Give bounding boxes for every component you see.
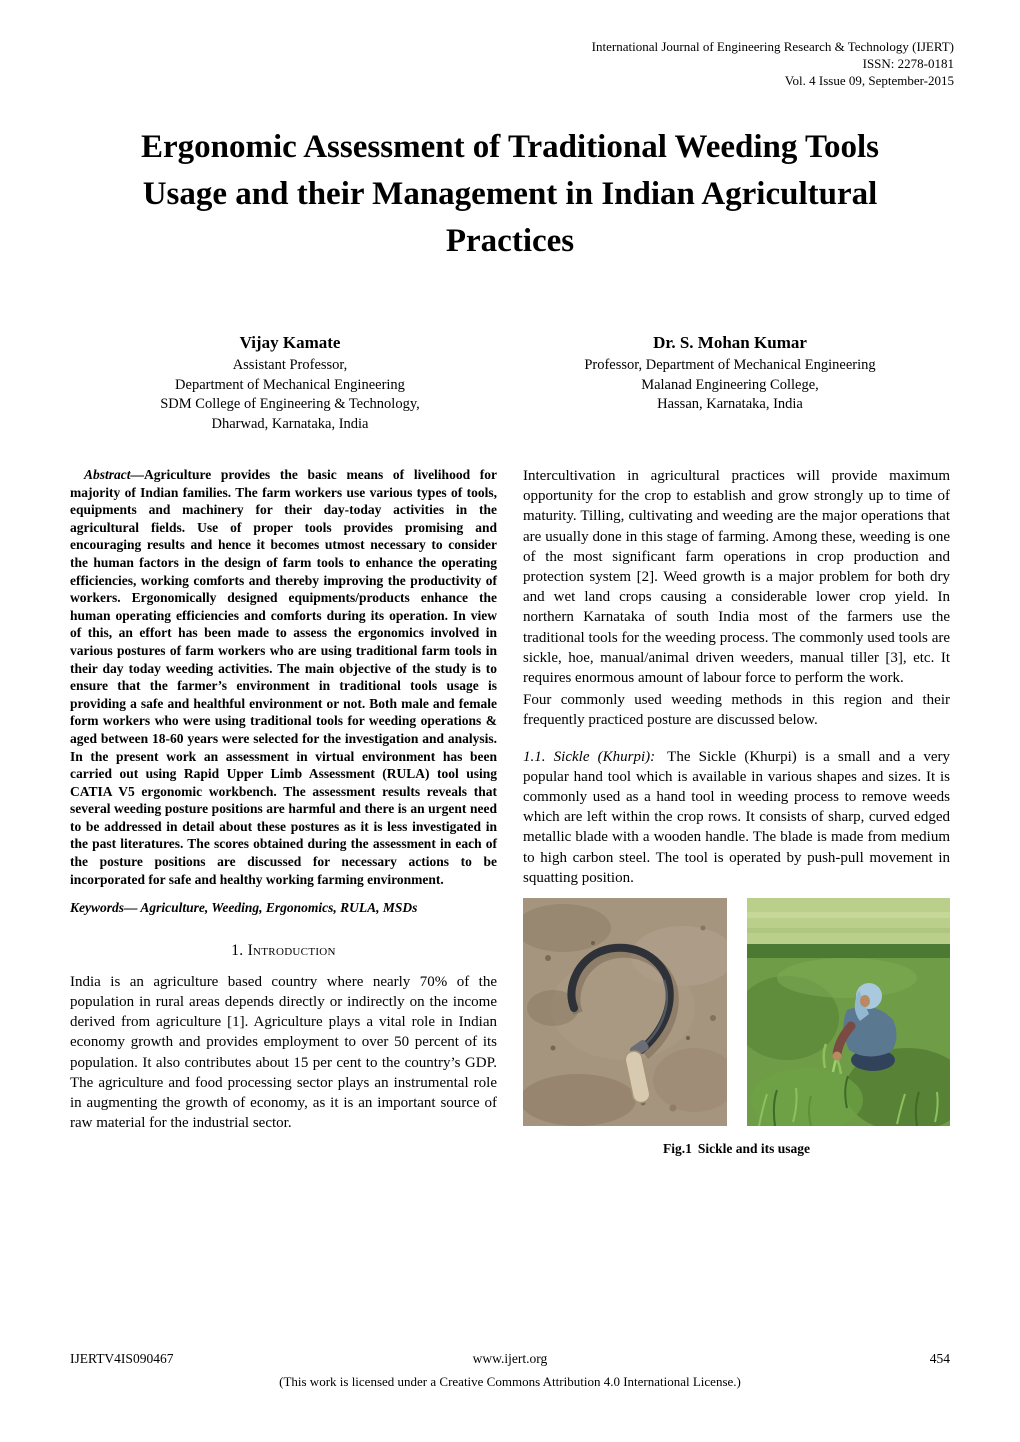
figure-1: [523, 898, 950, 1157]
subsection-heading-sickle: 1.1. Sickle (Khurpi):: [523, 748, 656, 765]
author-right: [510, 333, 950, 434]
abstract-text: Agriculture provides the basic means of livelihood for majority of Indian families. The farm workers use various types of tools, equipments and machinery for their day-today activities in the agricultural fields. Use of proper tools provides promising and encouraging results and hence it becomes utmost necessary to consider the human factors in the design of farm tools to enhance the operating efficiencies, working comforts and thereby improving the productivity of workers. Ergonomically designed equipments/products enhance the human operating efficiencies and comforts during its operation. In view of this, an effort has been made to assess the ergonomics involved in various postures of farm workers who are using traditional farm tools in their day today weeding activities. The main objective of the study is to ensure that the farmer’s environment in traditional tools usage is providing a safe and healthful environment or not. Both male and female form workers who were using traditional tools for weeding operations & aged between 18-60 years were selected for the investigation and analysis. In the present work an assessment in virtual environment has been carried out using Rapid Upper Limb Assessment (RULA) tool using CATIA V5 ergonomic workbench. The assessment results reveals that several weeding posture positions are harmful and there is an urgent need to be addressed in detail about these postures as it is less investigated in the past literatures. The scores obtained during the assessment in each of the posture positions are discussed for necessary actions to be incorporated for safe and healthy working farming environment.: [70, 467, 497, 887]
journal-header: [592, 38, 954, 89]
figure-1-images: [523, 898, 950, 1126]
weeding-person-photo: [747, 898, 950, 1126]
abstract-paragraph: [70, 466, 497, 888]
author-affiliation-line: Professor, Department of Mechanical Engineering: [584, 357, 876, 373]
author-affiliation-line: SDM College of Engineering & Technology,: [160, 396, 420, 412]
figure-1-caption: [523, 1141, 950, 1157]
sickle-subsection-paragraph: [523, 747, 950, 888]
manuscript-id: IJERTV4IS090467: [70, 1351, 174, 1366]
author-affiliation-line: Department of Mechanical Engineering: [175, 376, 405, 393]
journal-volume: Vol. 4 Issue 09, September-2015: [784, 73, 954, 88]
figure-caption-text: Sickle and its usage: [697, 1141, 811, 1157]
journal-issn: ISSN: 2278-0181: [862, 56, 954, 71]
journal-name: International Journal of Engineering Research & Technology (IJERT): [591, 39, 954, 54]
authors-block: [70, 333, 950, 434]
keywords-text: Agriculture, Weeding, Ergonomics, RULA, MSDs: [140, 900, 418, 916]
author-affiliation-line: Hassan, Karnataka, India: [657, 396, 803, 412]
page-number: 454: [929, 1351, 950, 1366]
paper-title: Ergonomic Assessment of Traditional Weeding Tools Usage and their Management in Indian Agricultural Practices: [140, 129, 880, 259]
section-heading-introduction: 1. Introduction: [231, 941, 336, 959]
abstract-label: Abstract—: [84, 467, 145, 482]
author-name: Vijay Kamate: [239, 333, 341, 352]
author-affiliation-line: Assistant Professor,: [232, 357, 348, 373]
license-note: (This work is licensed under a Creative Commons Attribution 4.0 International License.): [279, 1374, 741, 1389]
author-left: [70, 333, 510, 434]
sickle-subsection-text: The Sickle (Khurpi) is a small and a very popular hand tool which is available in various shapes and sizes. It is commonly used as a hand tool in weeding process to remove weeds which are left within the crop rows. It consists of sharp, curved edged metallic blade with a wooden handle. The blade is made from medium to high carbon steel. The tool is operated by push-pull movement in squatting position.: [523, 748, 950, 886]
author-affiliation-line: Malanad Engineering College,: [641, 376, 819, 393]
journal-url-link[interactable]: www.ijert.org: [472, 1351, 548, 1366]
figure-caption-label: Fig.1: [662, 1141, 692, 1157]
keywords-label: Keywords—: [70, 900, 141, 916]
body-columns: [70, 466, 950, 1157]
page-footer: [70, 1351, 950, 1390]
weeding-methods-paragraph: Four commonly used weeding methods in this region and their frequently practiced posture are discussed below.: [523, 692, 950, 729]
left-column: [70, 466, 497, 1157]
footer-row: [70, 1351, 950, 1367]
author-name: Dr. S. Mohan Kumar: [653, 333, 807, 352]
right-column: [523, 466, 950, 1157]
introduction-paragraph: India is an agriculture based country where nearly 70% of the population in rural areas depends directly or indirectly on the income derived from agriculture [1]. Agriculture plays a vital role in Indian economy growth and provides employment to over 50 percent of its population. It also contributes about 15 per cent to the country’s GDP. The agriculture and food processing sector plays an instrumental role in augmenting the growth of economy, as it is an important source of raw material for the industrial sector.: [70, 973, 497, 1132]
sickle-photo: [523, 898, 727, 1126]
keywords-line: [70, 899, 497, 917]
author-affiliation-line: Dharwad, Karnataka, India: [211, 415, 369, 432]
intercultivation-paragraph: Intercultivation in agricultural practices will provide maximum opportunity for the crop to establish and grow strongly up to time of maturity. Tilling, cultivating and weeding are the major operations that are usually done in this stage of farming. Among these, weeding is one of the most significant farm operations in crop production and protection system [2]. Weed growth is a major problem for both dry and wet land crops causing a considerable lower crop yield. In northern Karnataka of south India most of the farmers use the traditional tools for the weeding process. The commonly used tools are sickle, hoe, manual/animal driven weeders, manual tiller [3], etc. It requires enormous amount of labour force to perform the work.: [523, 468, 950, 687]
